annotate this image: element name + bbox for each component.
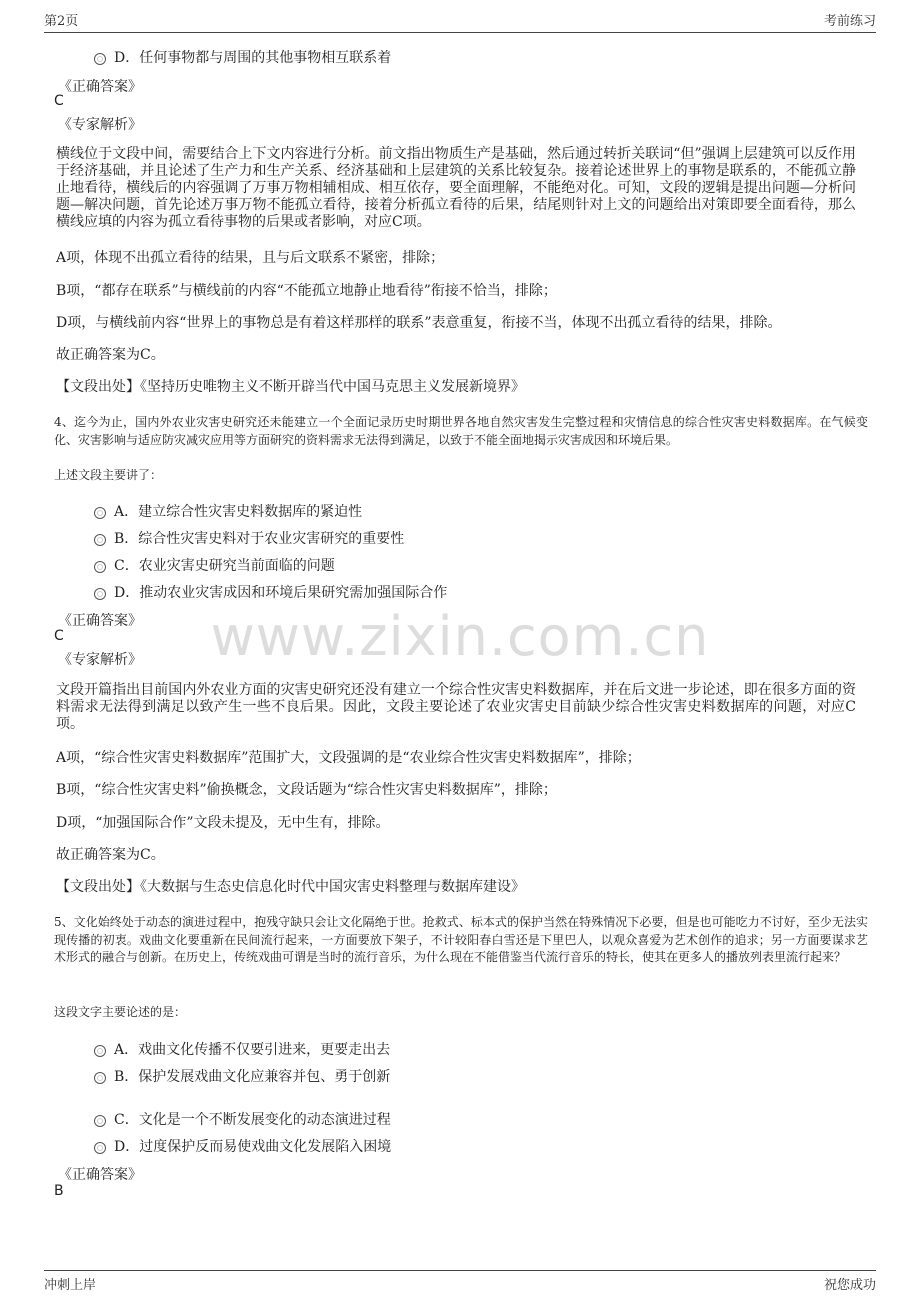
q5-prompt: 这段文字主要论述的是：	[54, 1005, 187, 1019]
q3-conclusion: 故正确答案为C。	[56, 347, 165, 363]
q4-analysis-label: 《专家解析》	[58, 652, 142, 668]
q5-option-c[interactable]: C．文化是一个不断发展变化的动态演进过程	[94, 1109, 391, 1129]
footer-left: 冲刺上岸	[44, 1278, 97, 1293]
q3-option-a-note: A项，体现不出孤立看待的结果，且与后文联系不紧密，排除；	[56, 250, 445, 266]
q4-option-b[interactable]: B．综合性灾害史料对于农业灾害研究的重要性	[94, 528, 404, 548]
radio-icon[interactable]	[94, 53, 106, 65]
q3-analysis: 横线位于文段中间，需要结合上下文内容进行分析。前文指出物质生产是基础，然后通过转折关联词“但”强调上层建筑可以反作用于经济基础，并且论述了生产力和生产关系、经济基础和上层建筑的关系比较复杂。接着论述世界上的事物是联系的，不能孤立静止地看待，横线后的内容强调了万事万物相辅相成、相互依存，要全面理解，不能绝对化。可知，文段的逻辑是提出问题—分析问题—解决问题，首先论述万事万物不能孤立看待，接着分析孤立看待的后果，结尾则针对上文的问题给出对策即要全面看待，那么横线应填的内容为孤立看待事物的后果或者影响，对应C项。	[56, 146, 856, 230]
q3-analysis-label: 《专家解析》	[58, 117, 142, 133]
radio-icon[interactable]	[94, 1045, 106, 1057]
q4-option-d[interactable]: D．推动农业灾害成因和环境后果研究需加强国际合作	[94, 582, 447, 602]
radio-icon[interactable]	[94, 1115, 106, 1127]
q5-answer-label: 《正确答案》	[58, 1167, 142, 1183]
footer-divider	[44, 1270, 876, 1271]
q3-answer-label: 《正确答案》	[58, 79, 142, 95]
q4-prompt: 上述文段主要讲了：	[54, 468, 163, 482]
watermark: www.zixin.com.cn	[210, 605, 710, 668]
radio-icon[interactable]	[94, 561, 106, 573]
radio-icon[interactable]	[94, 1142, 106, 1154]
q5-text: 5、文化始终处于动态的演进过程中，抱残守缺只会让文化隔绝于世。抢救式、标本式的保护当然在特殊情况下必要，但是也可能吃力不讨好，至少无法实现传播的初衷。戏曲文化要重新在民间流行起来，一方面要放下架子，不计较阳春白雪还是下里巴人，以观众喜爱为艺术创作的追求；另一方面要谋求艺术形式的融合与创新。在历史上，传统戏曲可谓是当时的流行音乐，为什么现在不能借鉴当代流行音乐的特长，使其在更多人的播放列表里流行起来？	[54, 915, 868, 964]
radio-icon[interactable]	[94, 534, 106, 546]
q4-analysis: 文段开篇指出目前国内外农业方面的灾害史研究还没有建立一个综合性灾害史料数据库，并在后文进一步论述，即在很多方面的资料需求无法得到满足以致产生一些不良后果。因此，文段主要论述了农业灾害史目前缺少综合性灾害史料数据库的问题，对应C项。	[56, 682, 856, 732]
radio-icon[interactable]	[94, 507, 106, 519]
q4-option-a[interactable]: A．建立综合性灾害史料数据库的紧迫性	[94, 501, 362, 521]
q4-answer-label: 《正确答案》	[58, 613, 142, 629]
q4-option-a-note: A项，“综合性灾害史料数据库”范围扩大，文段强调的是“农业综合性灾害史料数据库”，排除；	[56, 750, 641, 766]
q3-answer: C	[54, 93, 64, 109]
footer-right: 祝您成功	[823, 1278, 876, 1293]
q4-text: 4、迄今为止，国内外农业灾害史研究还未能建立一个全面记录历史时期世界各地自然灾害发生完整过程和灾情信息的综合性灾害史料数据库。在气候变化、灾害影响与适应防灾减灾应用等方面研究的资料需求无法得到满足，以致于不能全面地揭示灾害成因和环境后果。	[54, 415, 868, 447]
q5-option-a[interactable]: A．戏曲文化传播不仅要引进来，更要走出去	[94, 1039, 390, 1059]
q4-conclusion: 故正确答案为C。	[56, 847, 165, 863]
q4-option-b-note: B项，“综合性灾害史料”偷换概念，文段话题为“综合性灾害史料数据库”，排除；	[56, 782, 557, 798]
q3-source: 【文段出处】《坚持历史唯物主义不断开辟当代中国马克思主义发展新境界》	[56, 379, 525, 395]
q5-option-b[interactable]: B．保护发展戏曲文化应兼容并包、勇于创新	[94, 1066, 390, 1086]
q5-answer: B	[54, 1183, 64, 1199]
q4-option-c[interactable]: C．农业灾害史研究当前面临的问题	[94, 555, 335, 575]
q3-option-b-note: B项，“都存在联系”与横线前的内容“不能孤立地静止地看待”衔接不恰当，排除；	[56, 283, 557, 299]
header-divider	[44, 32, 876, 33]
page-number: 第2页	[44, 14, 79, 29]
header-title: 考前练习	[823, 14, 876, 29]
q4-option-d-note: D项，“加强国际合作”文段未提及，无中生有，排除。	[56, 815, 390, 831]
q4-answer: C	[54, 628, 64, 644]
q3-option-d[interactable]: D．任何事物都与周围的其他事物相互联系着	[94, 47, 391, 67]
radio-icon[interactable]	[94, 588, 106, 600]
q3-option-d-note: D项，与横线前内容“世界上的事物总是有着这样那样的联系”表意重复，衔接不当，体现不出孤立看待的结果，排除。	[56, 315, 782, 331]
radio-icon[interactable]	[94, 1072, 106, 1084]
q4-source: 【文段出处】《大数据与生态史信息化时代中国灾害史料整理与数据库建设》	[56, 879, 525, 895]
q5-option-d[interactable]: D．过度保护反而易使戏曲文化发展陷入困境	[94, 1136, 391, 1156]
